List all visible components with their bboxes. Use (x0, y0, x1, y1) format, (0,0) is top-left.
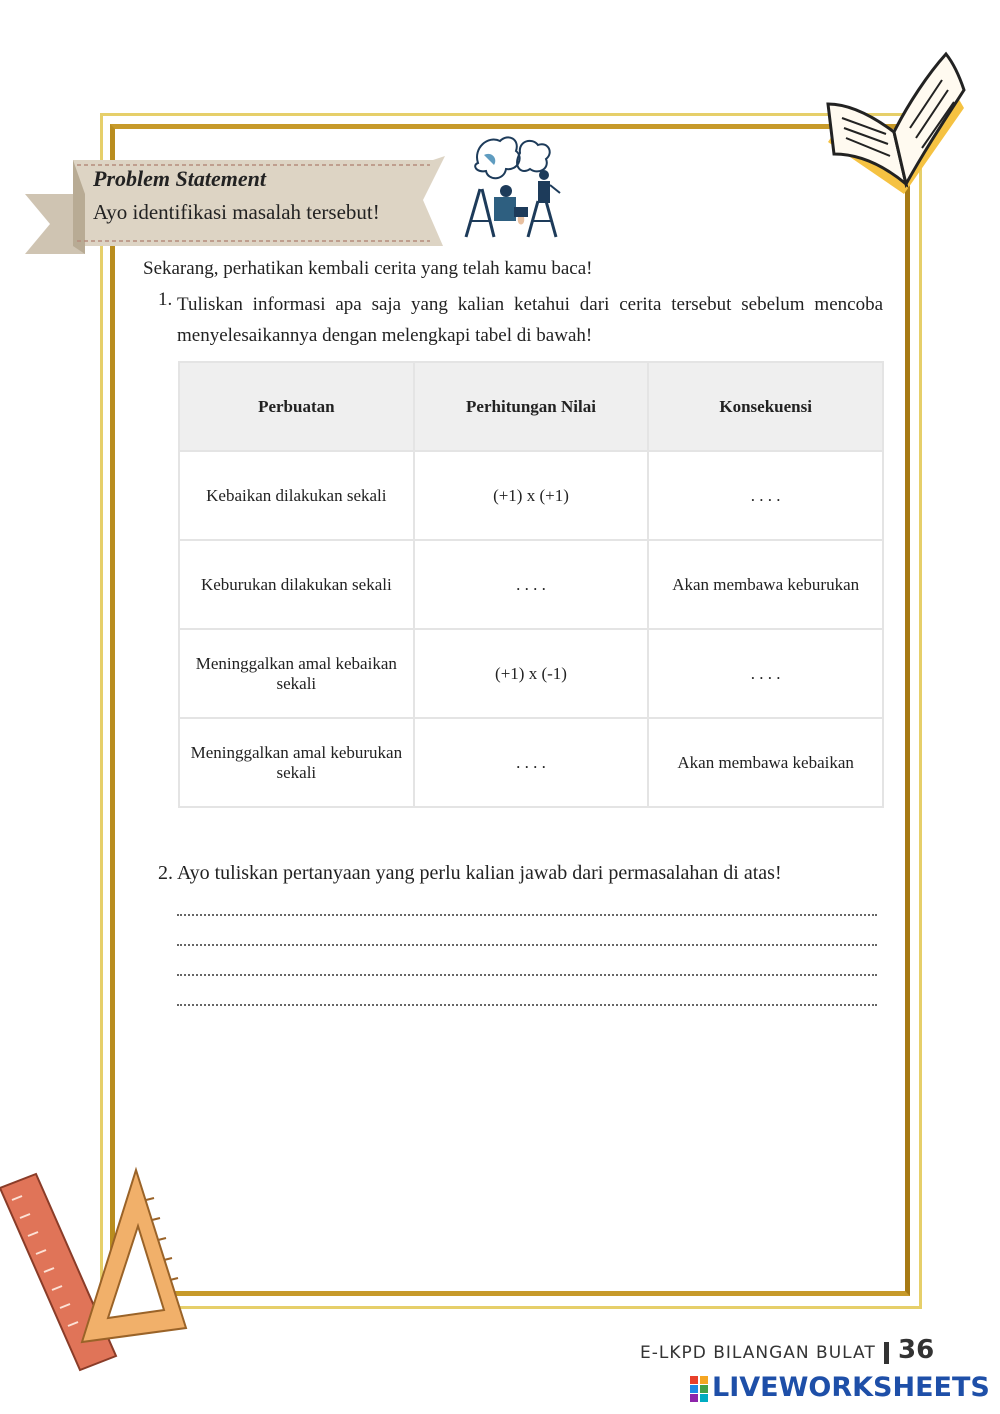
section-subtitle: Ayo identifikasi masalah tersebut! (93, 200, 380, 224)
answer-line[interactable] (177, 992, 877, 1006)
table-row (179, 451, 883, 540)
cell-perhitungan: (+1) x (-1) (414, 629, 649, 718)
cell-perbuatan: Kebaikan dilakukan sekali (179, 451, 414, 540)
header-perbuatan: Perbuatan (179, 362, 414, 451)
header-konsekuensi: Konsekuensi (648, 362, 883, 451)
question-1-number: 1. (158, 289, 173, 310)
table-header-row (179, 362, 883, 451)
section-ribbon (25, 156, 445, 254)
answer-blank-perhitungan[interactable]: . . . . (414, 540, 649, 629)
table-row (179, 629, 883, 718)
liveworksheets-logo-icon (690, 1376, 708, 1402)
liveworksheets-brand[interactable]: LIVEWORKSHEETS (712, 1372, 990, 1403)
page-number: 36 (898, 1335, 935, 1365)
answer-line[interactable] (177, 932, 877, 946)
footer-label: E-LKPD BILANGAN BULAT (640, 1343, 876, 1363)
information-table (178, 361, 884, 808)
question-2-text: Ayo tuliskan pertanyaan yang perlu kalian jawab dari permasalahan di atas! (177, 862, 782, 884)
header-perhitungan-nilai: Perhitungan Nilai (414, 362, 649, 451)
answer-blank-konsekuensi[interactable]: . . . . (648, 451, 883, 540)
cell-perhitungan: (+1) x (+1) (414, 451, 649, 540)
open-book-icon (818, 44, 968, 196)
cell-perbuatan: Keburukan dilakukan sekali (179, 540, 414, 629)
answer-line[interactable] (177, 902, 877, 916)
cell-konsekuensi: Akan membawa keburukan (648, 540, 883, 629)
answer-blank-konsekuensi[interactable]: . . . . (648, 629, 883, 718)
question-2-number: 2. (158, 862, 173, 884)
table-row (179, 540, 883, 629)
answer-line[interactable] (177, 962, 877, 976)
cell-konsekuensi: Akan membawa kebaikan (648, 718, 883, 807)
cell-perbuatan: Meninggalkan amal kebaikan sekali (179, 629, 414, 718)
people-illustration-icon (458, 133, 566, 239)
footer-divider (884, 1342, 889, 1364)
section-title: Problem Statement (93, 166, 266, 191)
question-1-text: Tuliskan informasi apa saja yang kalian ketahui dari cerita tersebut sebelum mencoba menyelesaikannya dengan melengkapi tabel di bawah! (177, 294, 883, 346)
answer-blank-perhitungan[interactable]: . . . . (414, 718, 649, 807)
table-row (179, 718, 883, 807)
ruler-triangle-icon (0, 1160, 200, 1380)
intro-text: Sekarang, perhatikan kembali cerita yang telah kamu baca! (143, 258, 593, 279)
cell-perbuatan: Meninggalkan amal keburukan sekali (179, 718, 414, 807)
